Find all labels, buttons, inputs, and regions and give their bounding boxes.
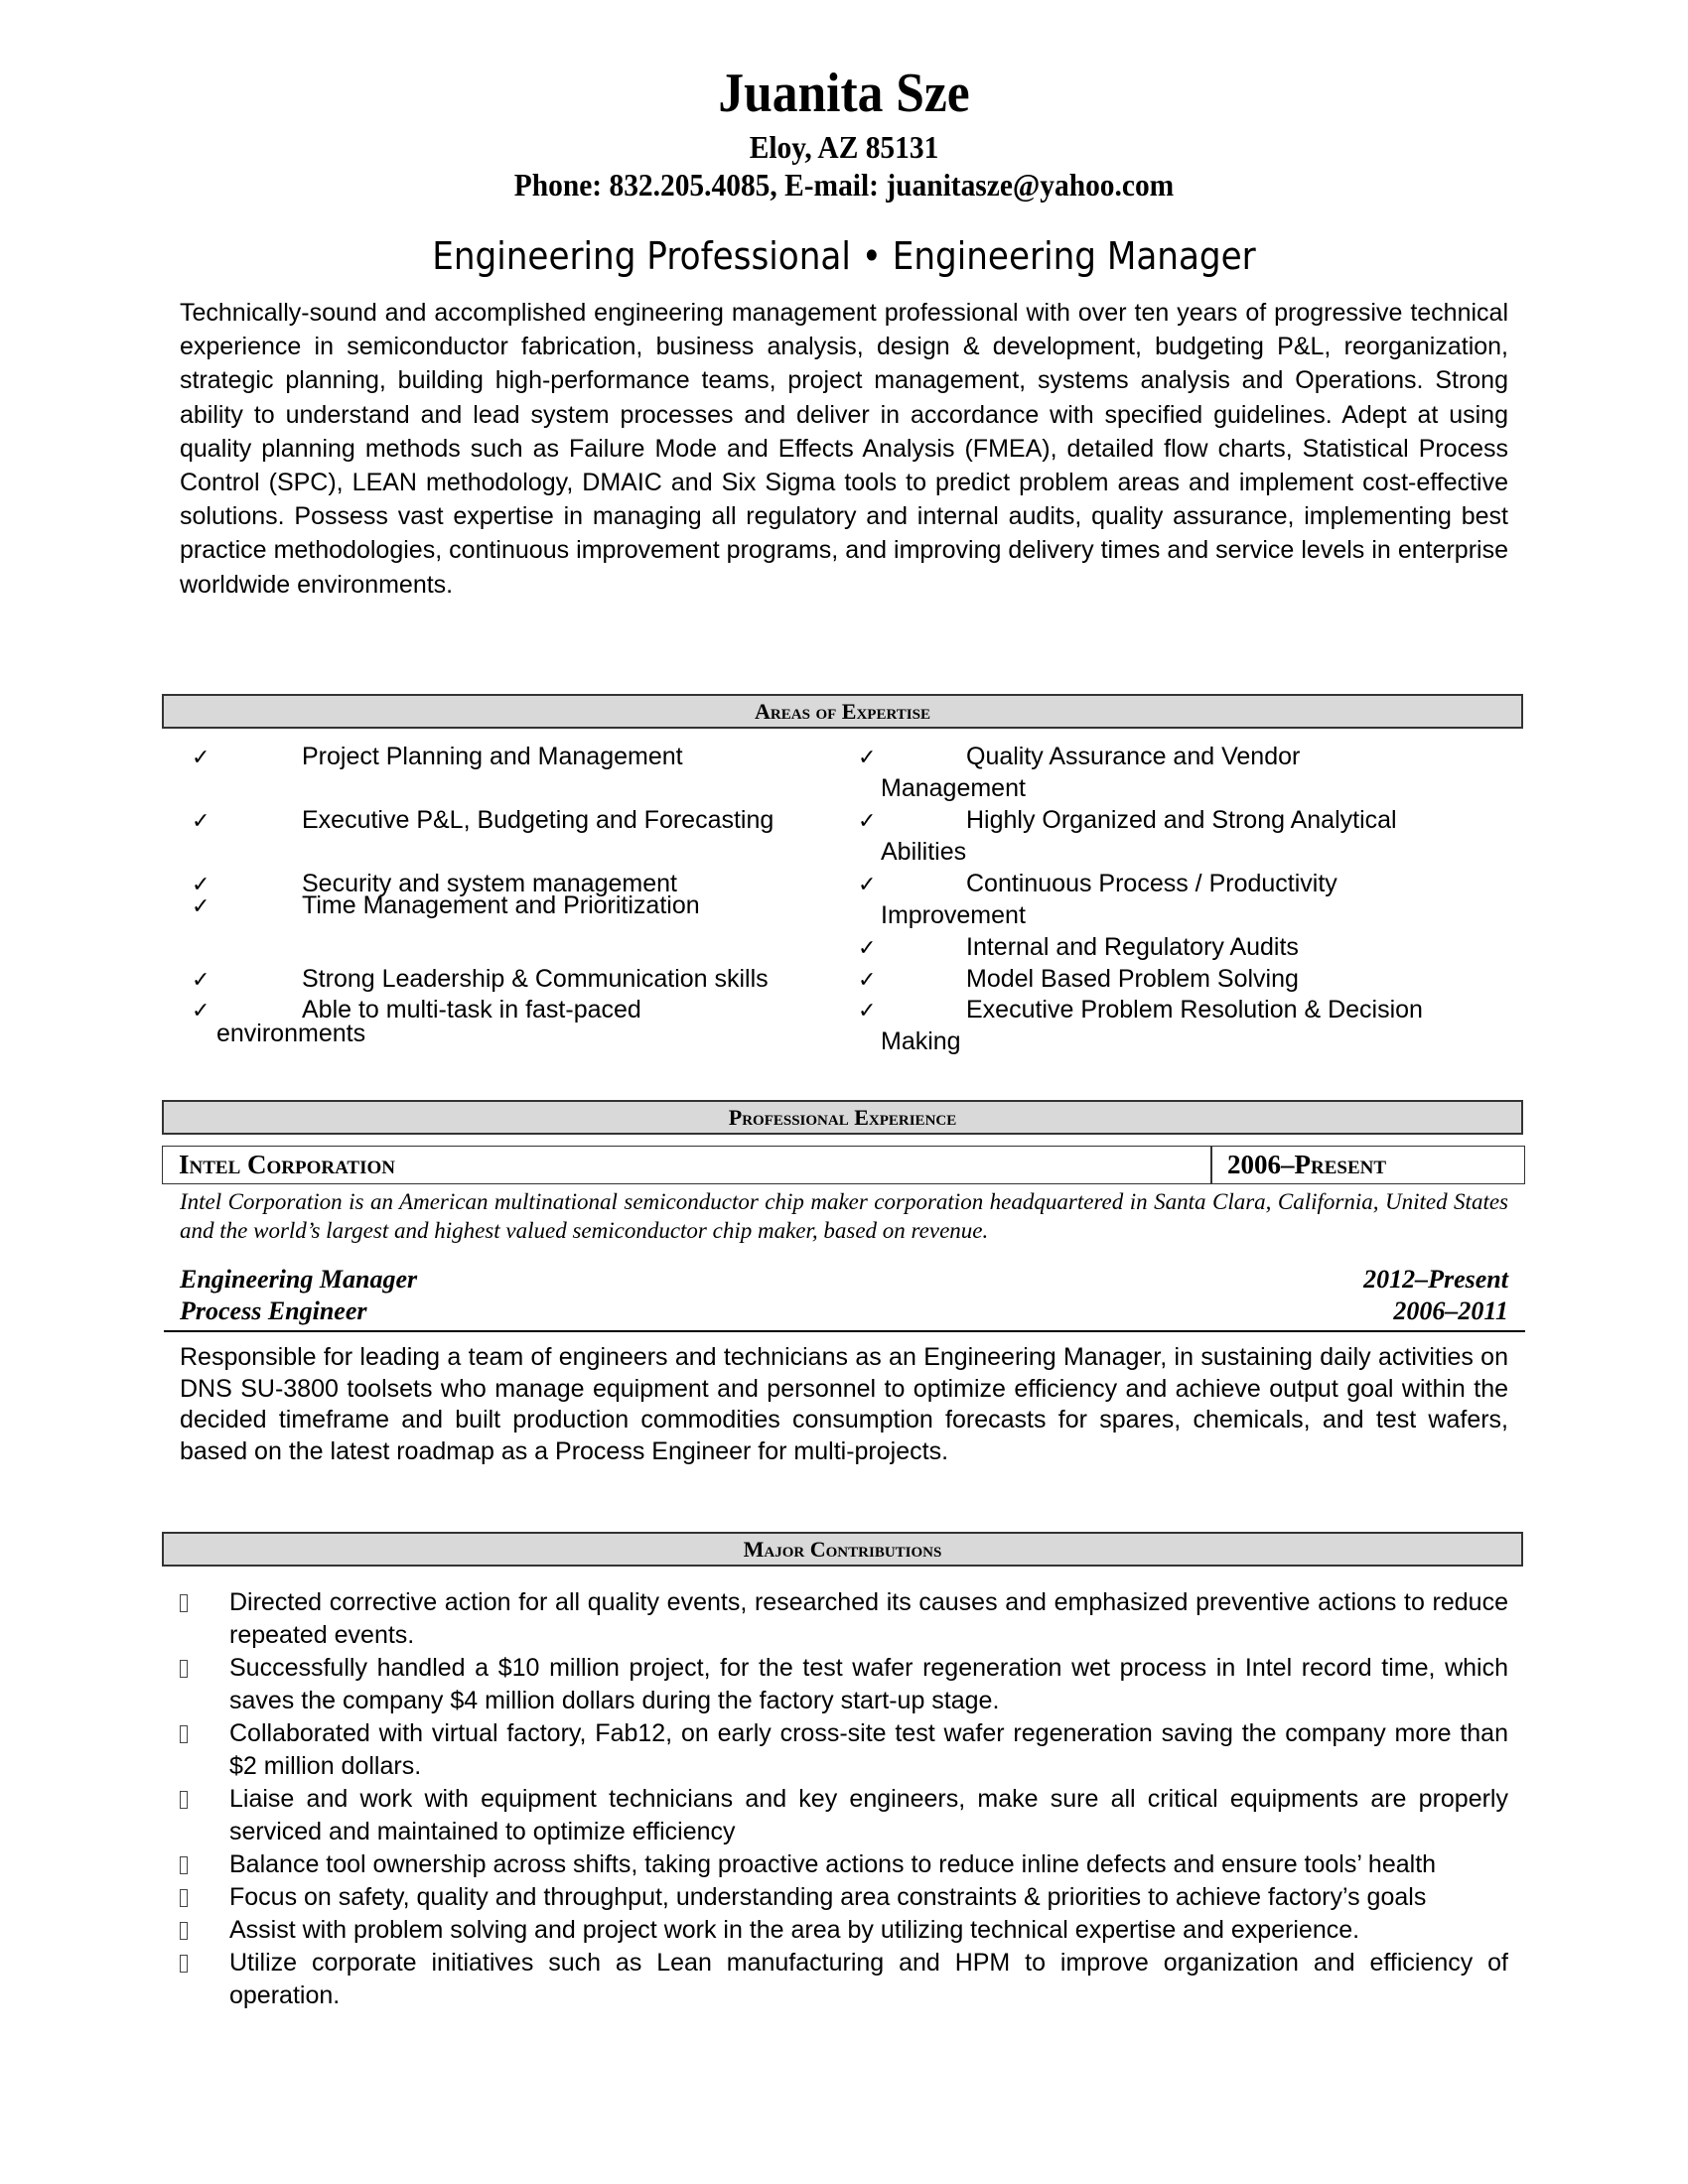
expertise-item: Continuous Process / Productivity bbox=[966, 870, 1337, 897]
candidate-name: Juanita Sze bbox=[718, 63, 970, 124]
expertise-item: Project Planning and Management bbox=[302, 743, 683, 770]
expertise-item: Executive P&L, Budgeting and Forecasting bbox=[302, 806, 774, 834]
summary-paragraph: Technically-sound and accomplished engineering management professional with over ten years of progressive technical experience in semiconductor fabrication, business analysis, design & development, budgeting P&L, reorganization, strategic planning, building high-performance teams, project management, systems analysis and Operations. Strong ability to understand and lead system processes and deliver in accordance with specified guidelines. Adept at using quality planning methods such as Failure Mode and Effects Analysis (FMEA), detailed flow charts, Statistical Process Control (SPC), LEAN methodology, DMAIC and Six Sigma tools to predict problem areas and implement cost-effective solutions. Possess vast expertise in managing all regulatory and internal audits, quality assurance, implementing best practice methodologies, continuous improvement programs, and improving delivery times and service levels in enterprise worldwide environments. bbox=[180, 299, 1508, 599]
horizontal-rule bbox=[164, 1330, 1525, 1332]
check-icon: ✓ bbox=[192, 746, 211, 770]
role-title: Process Engineer bbox=[180, 1297, 367, 1325]
expertise-item: Model Based Problem Solving bbox=[966, 965, 1299, 993]
contributions-list bbox=[180, 1586, 1508, 2012]
experience-description: Responsible for leading a team of engineers and technicians as an Engineering Manager, in sustaining daily activities on DNS SU-3800 toolsets who manage equipment and personnel to optimize efficiency and achieve output goal within the decided timeframe and built production commodities consumption forecasts for spares, chemicals, and test wafers, based on the latest roadmap as a Process Engineer for multi-projects. bbox=[180, 1343, 1508, 1466]
bullet-icon bbox=[180, 1889, 188, 1907]
check-icon: ✓ bbox=[858, 809, 877, 834]
check-icon: ✓ bbox=[858, 999, 877, 1024]
expertise-item-wrap: Improvement bbox=[881, 901, 1026, 929]
expertise-item: Internal and Regulatory Audits bbox=[966, 933, 1299, 961]
check-icon: ✓ bbox=[192, 968, 211, 993]
company-header-row bbox=[162, 1146, 1525, 1184]
expertise-item-wrap: Abilities bbox=[881, 838, 967, 866]
company-divider bbox=[1210, 1147, 1212, 1183]
section-heading-professional-experience: Professional Experience bbox=[162, 1100, 1523, 1135]
company-dates: 2006–Present bbox=[1227, 1150, 1387, 1179]
list-item: Liaise and work with equipment technicians and key engineers, make sure all critical equipments are properly serviced and maintained to optimize efficiency bbox=[180, 1783, 1508, 1848]
bullet-icon bbox=[180, 1791, 188, 1809]
check-icon: ✓ bbox=[858, 873, 877, 897]
role-title: Engineering Manager bbox=[180, 1265, 418, 1294]
section-heading-areas-of-expertise: Areas of Expertise bbox=[162, 694, 1523, 729]
bullet-icon bbox=[180, 1725, 188, 1743]
role-dates: 2012–Present bbox=[1363, 1265, 1508, 1294]
check-icon: ✓ bbox=[858, 746, 877, 770]
company-description: Intel Corporation is an American multinational semiconductor chip maker corporation headquartered in Santa Clara, California, United States and the world’s largest and highest valued semiconductor chip maker, based on revenue. bbox=[180, 1189, 1508, 1243]
company-name: Intel Corporation bbox=[179, 1150, 395, 1179]
expertise-item-wrap: Management bbox=[881, 774, 1026, 802]
check-icon: ✓ bbox=[192, 873, 211, 897]
list-item: Assist with problem solving and project work in the area by utilizing technical expertise and experience. bbox=[180, 1914, 1508, 1947]
list-item: Focus on safety, quality and throughput, understanding area constraints & priorities to achieve factory’s goals bbox=[180, 1881, 1508, 1914]
candidate-location: Eloy, AZ 85131 bbox=[749, 129, 939, 165]
check-icon: ✓ bbox=[858, 968, 877, 993]
check-icon: ✓ bbox=[192, 999, 211, 1024]
list-item: Collaborated with virtual factory, Fab12, on early cross-site test wafer regeneration saving the company more than $2 million dollars. bbox=[180, 1717, 1508, 1783]
expertise-item: Time Management and Prioritization bbox=[302, 891, 700, 919]
professional-title: Engineering Professional • Engineering Manager bbox=[432, 234, 1256, 278]
list-item: Successfully handled a $10 million project, for the test wafer regeneration wet process in Intel record time, which saves the company $4 million dollars during the factory start-up stage. bbox=[180, 1652, 1508, 1717]
check-icon: ✓ bbox=[858, 936, 877, 961]
bullet-icon bbox=[180, 1594, 188, 1612]
section-heading-major-contributions: Major Contributions bbox=[162, 1532, 1523, 1567]
list-item: Directed corrective action for all quality events, researched its causes and emphasized preventive actions to reduce repeated events. bbox=[180, 1586, 1508, 1652]
expertise-item: Executive Problem Resolution & Decision bbox=[966, 996, 1423, 1024]
expertise-item: Able to multi-task in fast-paced bbox=[302, 996, 641, 1024]
expertise-item: Quality Assurance and Vendor bbox=[966, 743, 1301, 770]
list-item: Balance tool ownership across shifts, taking proactive actions to reduce inline defects and ensure tools’ health bbox=[180, 1848, 1508, 1881]
check-icon: ✓ bbox=[192, 894, 211, 919]
expertise-item: Security and system management bbox=[302, 870, 677, 897]
expertise-item-wrap: Making bbox=[881, 1027, 961, 1055]
bullet-icon bbox=[180, 1955, 188, 1973]
list-item: Utilize corporate initiatives such as Lean manufacturing and HPM to improve organization and efficiency of operation. bbox=[180, 1947, 1508, 2012]
bullet-icon bbox=[180, 1922, 188, 1940]
bullet-icon bbox=[180, 1660, 188, 1678]
candidate-contact: Phone: 832.205.4085, E-mail: juanitasze@yahoo.com bbox=[513, 167, 1175, 203]
expertise-item-wrap: environments bbox=[216, 1020, 366, 1047]
expertise-item: Highly Organized and Strong Analytical bbox=[966, 806, 1397, 834]
expertise-item: Strong Leadership & Communication skills bbox=[302, 965, 769, 993]
check-icon: ✓ bbox=[192, 809, 211, 834]
role-dates: 2006–2011 bbox=[1393, 1297, 1508, 1325]
bullet-icon bbox=[180, 1856, 188, 1874]
